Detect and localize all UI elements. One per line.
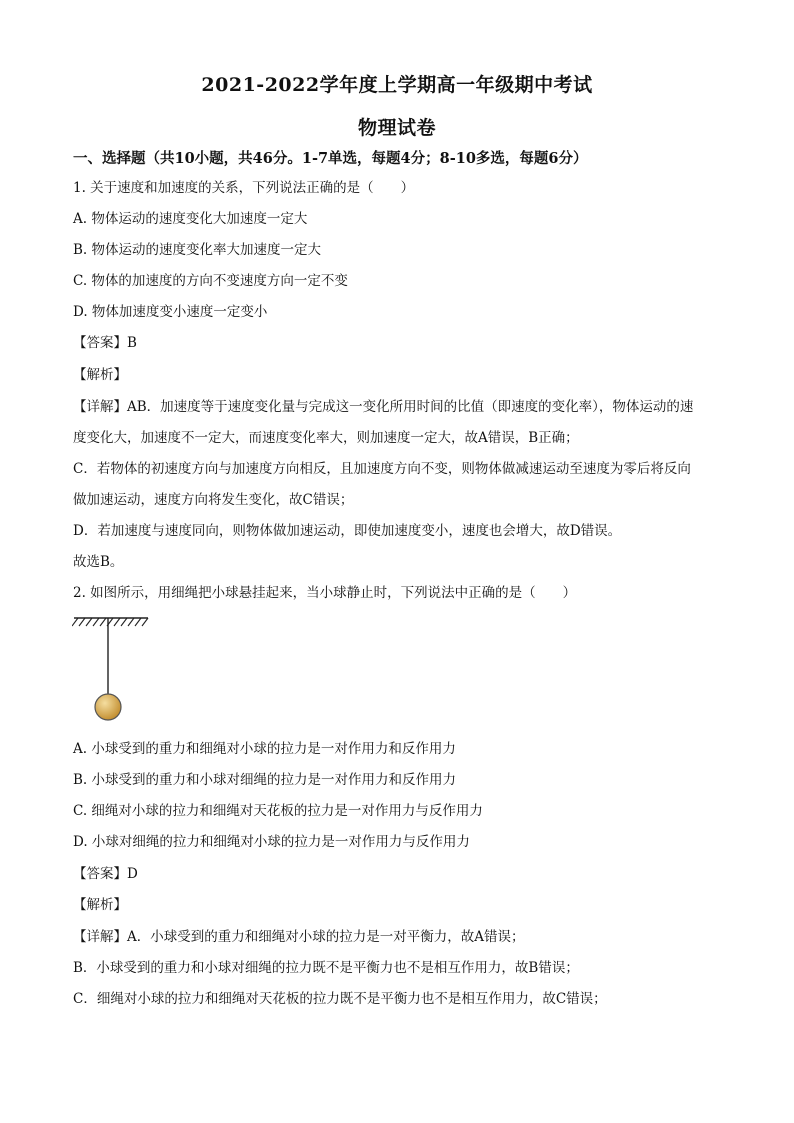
- q2-detail-line-3: C．细绳对小球的拉力和细绳对天花板的拉力既不是平衡力也不是相互作用力，故C错误；: [73, 991, 607, 1007]
- section-heading: 一、选择题（共10小题，共46分。1-7单选，每题4分；8-10多选，每题6分）: [73, 150, 588, 167]
- q2-analysis-label: 【解析】: [73, 897, 127, 913]
- q1-detail-line-4: 做加速运动，速度方向将发生变化，故C错误；: [73, 492, 354, 508]
- q1-option-d: D. 物体加速度变小速度一定变小: [73, 304, 268, 320]
- q1-detail-line-2: 度变化大，加速度不一定大，而速度变化率大，则加速度一定大，故A错误，B正确；: [73, 430, 579, 446]
- q1-analysis-label: 【解析】: [73, 367, 127, 383]
- exam-title: 2021-2022学年度上学期高一年级期中考试: [201, 74, 593, 96]
- q1-detail-line-3: C．若物体的初速度方向与加速度方向相反，且加速度方向不变，则物体做减速运动至速度为零后将反向: [73, 461, 691, 477]
- q1-detail-line-1: 【详解】AB．加速度等于速度变化量与完成这一变化所用时间的比值（即速度的变化率），物体运动的速: [73, 399, 694, 415]
- q1-answer: 【答案】B: [73, 335, 137, 351]
- q2-detail-line-2: B．小球受到的重力和小球对细绳的拉力既不是平衡力也不是相互作用力，故B错误；: [73, 960, 579, 976]
- q2-stem: 2. 如图所示，用细绳把小球悬挂起来，当小球静止时，下列说法中正确的是（ ）: [73, 585, 577, 601]
- hanging-ball-figure: [72, 609, 152, 724]
- exam-subtitle: 物理试卷: [357, 117, 436, 139]
- ceiling-hatch: [72, 618, 148, 626]
- q2-detail-line-1: 【详解】A．小球受到的重力和细绳对小球的拉力是一对平衡力，故A错误；: [73, 929, 525, 945]
- ball: [95, 694, 121, 720]
- q2-option-d: D. 小球对细绳的拉力和细绳对小球的拉力是一对作用力与反作用力: [73, 834, 470, 850]
- q1-stem: 1. 关于速度和加速度的关系，下列说法正确的是（ ）: [73, 180, 415, 196]
- q1-option-b: B. 物体运动的速度变化率大加速度一定大: [73, 242, 322, 258]
- q2-option-b: B. 小球受到的重力和小球对细绳的拉力是一对作用力和反作用力: [73, 772, 457, 788]
- q1-option-a: A. 物体运动的速度变化大加速度一定大: [73, 211, 308, 227]
- q2-answer: 【答案】D: [73, 866, 138, 882]
- q1-conclusion: 故选B。: [73, 554, 124, 570]
- q2-option-c: C. 细绳对小球的拉力和细绳对天花板的拉力是一对作用力与反作用力: [73, 803, 483, 819]
- q1-detail-line-5: D．若加速度与速度同向，则物体做加速运动，即使加速度变小，速度也会增大，故D错误。: [73, 523, 622, 539]
- q2-option-a: A. 小球受到的重力和细绳对小球的拉力是一对作用力和反作用力: [73, 741, 456, 757]
- q1-option-c: C. 物体的加速度的方向不变速度方向一定不变: [73, 273, 348, 289]
